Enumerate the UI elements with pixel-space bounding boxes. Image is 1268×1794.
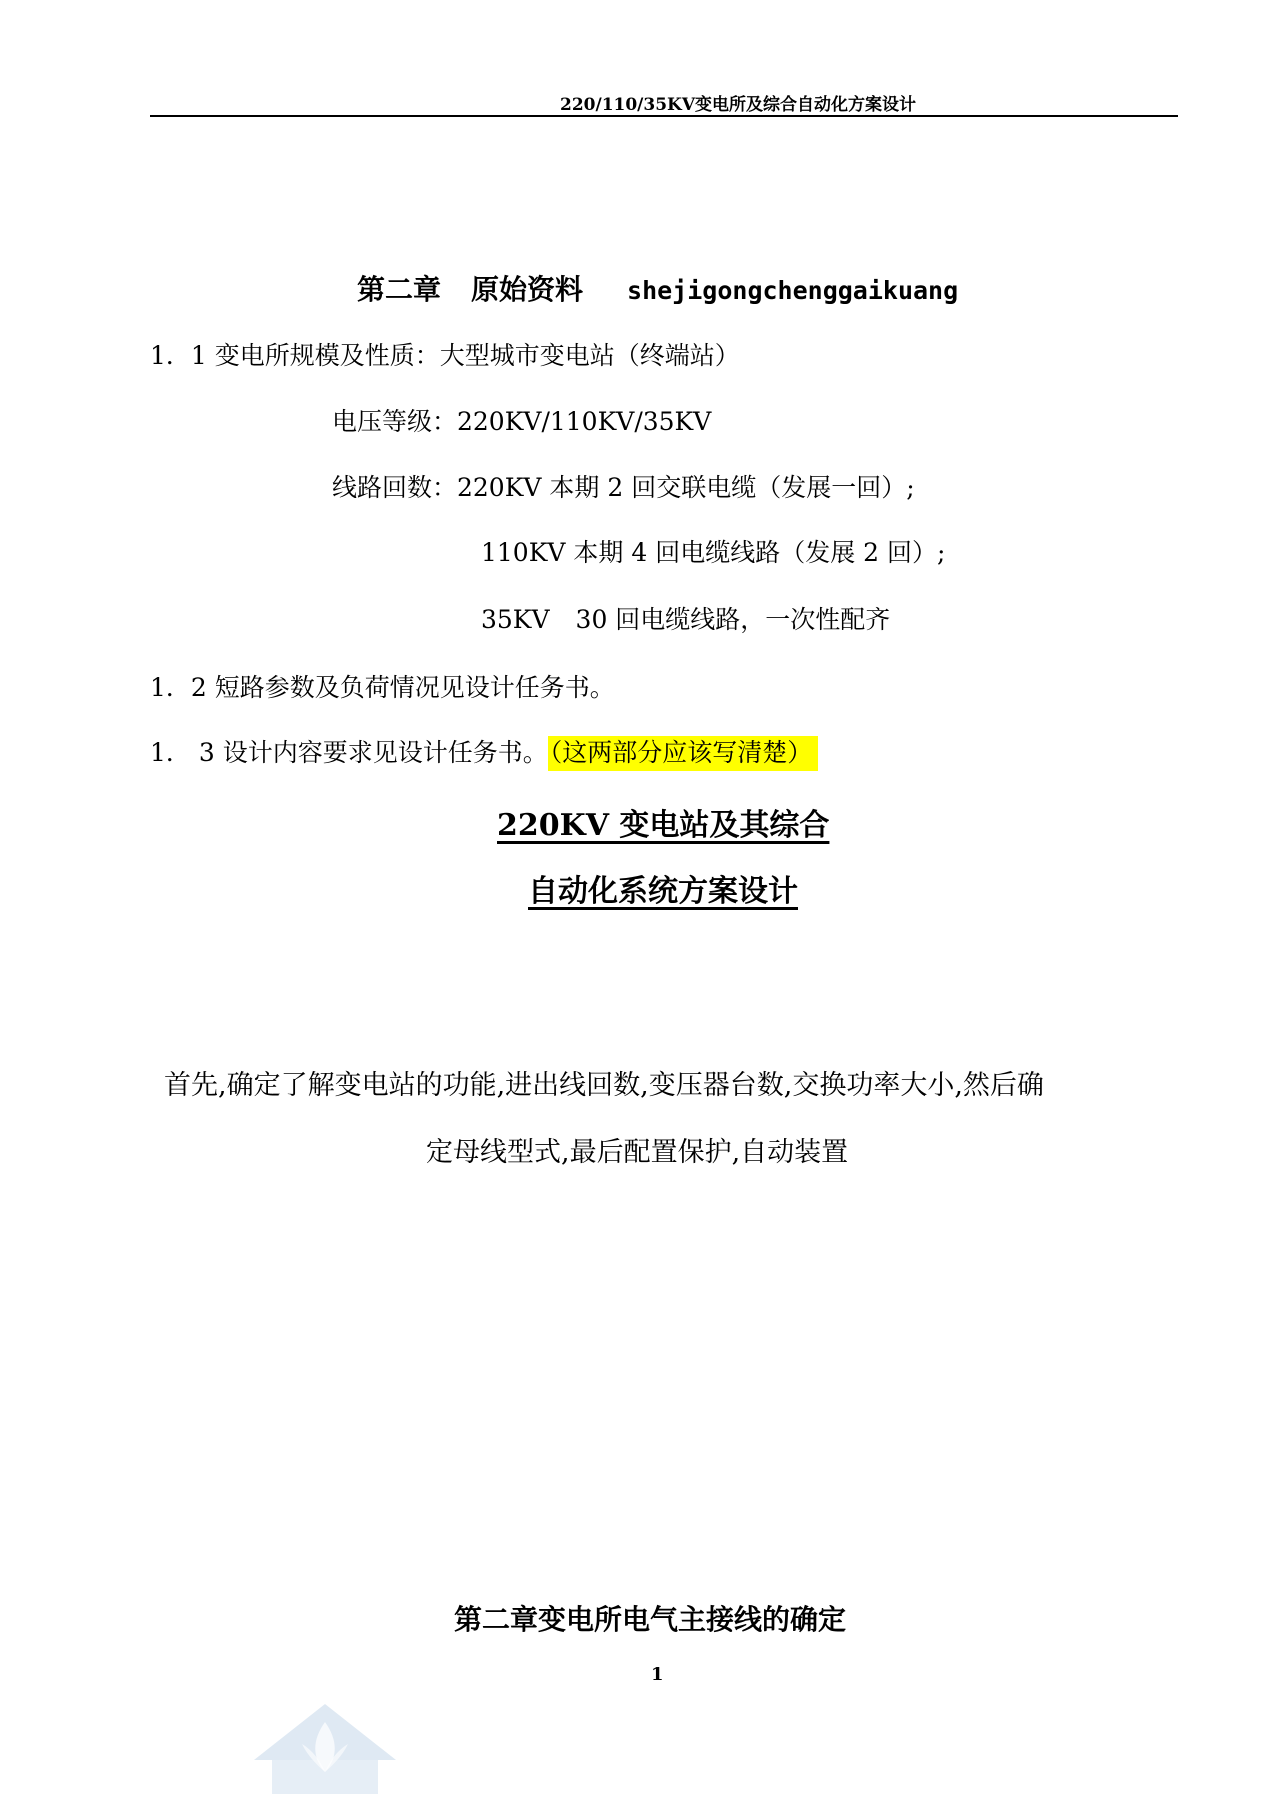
section-1-3-line [150, 733, 818, 769]
line-35kv-label: 35KV [481, 605, 550, 634]
chapter-latin: shejigongchenggaikuang [627, 276, 959, 305]
header-rule [150, 115, 1178, 117]
voltage-level-line: 电压等级：220KV/110KV/35KV [332, 407, 712, 436]
chapter-subheading: 原始资料 [471, 273, 584, 306]
chapter-number: 第二章 [357, 273, 442, 306]
running-header: 220/110/35KV变电所及综合自动化方案设计 [560, 95, 917, 115]
line-35kv-text: 30 回电缆线路，一次性配齐 [575, 605, 891, 634]
design-title-line2: 自动化系统方案设计 [528, 874, 798, 909]
design-title-line1: 220KV 变电站及其综合 [497, 808, 830, 843]
leaf-watermark-icon [250, 1700, 400, 1794]
line-count-110kv: 110KV 本期 4 回电缆线路（发展 2 回）; [481, 538, 946, 567]
chapter2-heading: 第二章变电所电气主接线的确定 [454, 1603, 847, 1636]
page-number: 1 [651, 1664, 664, 1685]
section-1-1-line: 1．1 变电所规模及性质：大型城市变电站（终端站） [150, 341, 740, 370]
paragraph-line1: 首先,确定了解变电站的功能,进出线回数,变压器台数,交换功率大小,然后确 [164, 1070, 1044, 1101]
paragraph-line2: 定母线型式,最后配置保护,自动装置 [426, 1137, 849, 1168]
highlighted-note: （这两部分应该写清楚） [548, 736, 819, 771]
section-1-3-text: 1． 3 设计内容要求见设计任务书。 [150, 738, 548, 767]
line-count-220kv: 线路回数：220KV 本期 2 回交联电缆（发展一回）; [332, 473, 915, 502]
section-1-2-line: 1．2 短路参数及负荷情况见设计任务书。 [150, 673, 615, 702]
line-count-35kv [481, 600, 890, 636]
chapter-heading [357, 268, 958, 308]
